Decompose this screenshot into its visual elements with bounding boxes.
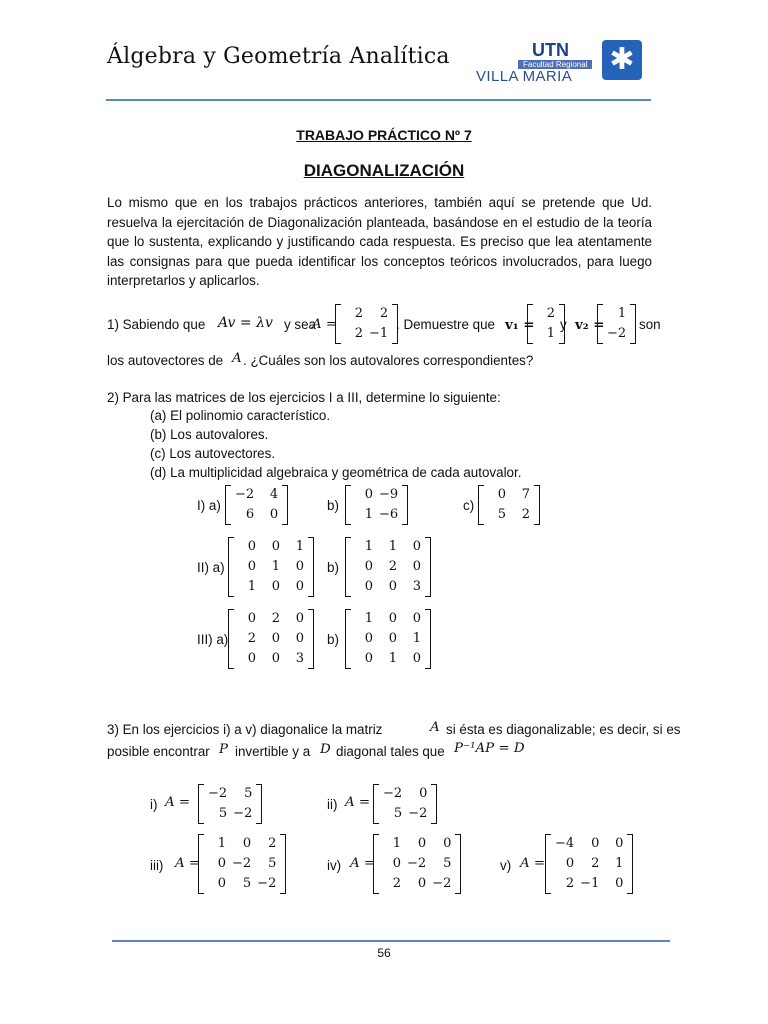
matrix-entry: 0 xyxy=(388,579,397,594)
ex3-label-v: v) xyxy=(500,858,512,873)
matrix-entry: 0 xyxy=(412,539,421,554)
ex3-Aeq-iv: A = xyxy=(350,856,376,871)
matrix-entry: 0 xyxy=(392,856,401,871)
ex1-line2-b: . ¿Cuáles son los autovalores correspondientes? xyxy=(243,353,534,368)
matrix-entry: 2 xyxy=(591,856,600,871)
ex3-matrix-iii xyxy=(198,834,286,894)
ex3-line2-D: D xyxy=(320,742,331,757)
ex2-label-IIIb: b) xyxy=(327,632,339,647)
matrix-entry: 1 xyxy=(364,507,373,522)
matrix-entry: 0 xyxy=(412,611,421,626)
ex2-label-IIIa: III) a) xyxy=(197,632,229,647)
matrix-entry: 5 xyxy=(497,507,506,522)
matrix-entry: −4 xyxy=(555,836,575,851)
matrix-entry: 1 xyxy=(271,559,280,574)
ex1-line2-a: los autovectores de xyxy=(107,353,224,368)
ex1-A-label: A = xyxy=(312,317,338,332)
ex3-equation: P⁻¹AP = D xyxy=(454,741,525,756)
ex1-text-b: y sea xyxy=(284,317,317,332)
matrix-entry: −9 xyxy=(379,487,399,502)
matrix-entry: 1 xyxy=(364,611,373,626)
matrix-entry: −1 xyxy=(369,326,389,341)
ex2-item-c: (c) Los autovectores. xyxy=(150,446,276,461)
matrix-entry: 0 xyxy=(271,579,280,594)
header-divider xyxy=(106,99,651,101)
matrix-entry: 1 xyxy=(412,631,421,646)
page-number: 56 xyxy=(377,946,391,960)
bracket-left xyxy=(198,834,204,894)
matrix-entry: 0 xyxy=(364,651,373,666)
ex2-matrix-IIa xyxy=(228,537,314,597)
bracket-left xyxy=(527,304,533,344)
matrix-entry: 0 xyxy=(269,507,279,522)
ex3-line1-a: 3) En los ejercicios i) a v) diagonalice la matriz xyxy=(107,722,383,737)
ex2-item-b: (b) Los autovalores. xyxy=(150,427,269,442)
matrix-entry: 2 xyxy=(521,507,530,522)
bracket-left xyxy=(478,485,484,525)
matrix-entry: 1 xyxy=(546,326,555,341)
matrix-entry: −2 xyxy=(607,326,627,341)
matrix-entry: −2 xyxy=(232,856,252,871)
ex3-line2-P: P xyxy=(219,742,229,757)
matrix-entry: 0 xyxy=(247,651,256,666)
bracket-right xyxy=(425,609,431,669)
matrix-entry: −2 xyxy=(233,806,253,821)
ex2-label-Ia: I) a) xyxy=(197,498,221,513)
tp-title: TRABAJO PRÁCTICO Nº 7 xyxy=(296,127,472,143)
utn-emblem-icon: ✱ xyxy=(602,40,642,80)
matrix-entry: 2 xyxy=(392,876,401,891)
matrix-entry: 1 xyxy=(388,539,397,554)
matrix-entry: 3 xyxy=(295,651,304,666)
matrix-entry: −2 xyxy=(432,876,452,891)
ex1-text-a: 1) Sabiendo que xyxy=(107,317,206,332)
matrix-entry: 1 xyxy=(364,539,373,554)
matrix-entry: 0 xyxy=(271,651,280,666)
ex2-label-IIa: II) a) xyxy=(197,560,225,575)
ex3-line1-b: si ésta es diagonalizable; es decir, si es xyxy=(446,722,681,737)
ex3-Aeq-ii: A = xyxy=(345,795,371,810)
matrix-entry: 2 xyxy=(388,559,397,574)
section-title: DIAGONALIZACIÓN xyxy=(303,161,465,180)
bracket-left xyxy=(198,784,204,824)
bracket-right xyxy=(282,485,288,525)
matrix-entry: 2 xyxy=(247,631,256,646)
logo-utn-text: UTN xyxy=(532,40,569,60)
bracket-right xyxy=(402,485,408,525)
matrix-entry: 1 xyxy=(615,856,624,871)
bracket-left xyxy=(373,784,379,824)
matrix-entry: 0 xyxy=(364,579,373,594)
matrix-entry: 7 xyxy=(521,487,530,502)
matrix-entry: −6 xyxy=(379,507,399,522)
matrix-entry: 0 xyxy=(591,836,600,851)
matrix-entry: 2 xyxy=(354,306,363,321)
matrix-entry: −2 xyxy=(383,786,403,801)
ex1-v1-label: v₁ = xyxy=(505,317,535,333)
matrix-entry: −2 xyxy=(408,806,428,821)
ex1-text-y: y xyxy=(560,317,567,332)
ex3-matrix-ii xyxy=(373,784,437,824)
matrix-entry: 0 xyxy=(615,876,624,891)
matrix-entry: 1 xyxy=(392,836,401,851)
matrix-entry: 0 xyxy=(615,836,624,851)
matrix-entry: 5 xyxy=(443,856,452,871)
bracket-left xyxy=(345,537,351,597)
page-header-title: Álgebra y Geometría Analítica xyxy=(107,44,450,69)
matrix-entry: 5 xyxy=(242,876,252,891)
matrix-entry: 0 xyxy=(388,611,397,626)
matrix-entry: −2 xyxy=(235,487,255,502)
matrix-entry: −2 xyxy=(208,786,228,801)
matrix-entry: 2 xyxy=(379,306,389,321)
matrix-entry: 0 xyxy=(565,856,575,871)
ex3-Aeq-iii: A = xyxy=(175,856,201,871)
matrix-entry: 2 xyxy=(271,611,280,626)
ex3-line1-A: A xyxy=(430,720,440,735)
logo-villa-maria-text: VILLA MARIA xyxy=(476,68,573,85)
matrix-entry: 2 xyxy=(354,326,363,341)
ex2-item-a: (a) El polinomio característico. xyxy=(150,408,331,423)
matrix-entry: 0 xyxy=(412,651,421,666)
bracket-left xyxy=(597,304,603,344)
bracket-right xyxy=(630,304,636,344)
bracket-left xyxy=(335,304,341,344)
ex2-item-d: (d) La multiplicidad algebraica y geométrica de cada autovalor. xyxy=(150,465,522,480)
matrix-entry: 0 xyxy=(242,836,252,851)
matrix-entry: 0 xyxy=(217,856,226,871)
bracket-right xyxy=(308,537,314,597)
ex2-matrix-IIIa xyxy=(228,609,314,669)
matrix-entry: 0 xyxy=(247,539,256,554)
bracket-left xyxy=(545,834,551,894)
matrix-entry: 1 xyxy=(247,579,256,594)
matrix-entry: 0 xyxy=(271,539,280,554)
matrix-entry: 0 xyxy=(364,631,373,646)
matrix-entry: 5 xyxy=(393,806,403,821)
matrix-entry: 1 xyxy=(388,651,397,666)
matrix-entry: 0 xyxy=(247,559,256,574)
matrix-entry: 6 xyxy=(245,507,255,522)
matrix-entry: −2 xyxy=(407,856,427,871)
ex2-label-Ic: c) xyxy=(463,498,475,513)
ex3-line2-a: posible encontrar xyxy=(107,744,210,759)
ex2-matrix-Ic xyxy=(478,485,540,525)
ex2-label-Ib: b) xyxy=(327,498,339,513)
bracket-right xyxy=(256,784,262,824)
bracket-left xyxy=(345,485,351,525)
bracket-left xyxy=(228,609,234,669)
ex3-label-ii: ii) xyxy=(327,797,338,812)
ex3-matrix-v xyxy=(545,834,633,894)
ex2-matrix-Ia xyxy=(225,485,288,525)
bracket-right xyxy=(280,834,286,894)
ex1-line2-A: A xyxy=(232,351,242,366)
matrix-entry: 5 xyxy=(244,786,253,801)
matrix-entry: 1 xyxy=(617,306,627,321)
matrix-entry: −1 xyxy=(580,876,600,891)
bracket-left xyxy=(345,609,351,669)
matrix-entry: 0 xyxy=(295,611,304,626)
matrix-entry: 0 xyxy=(295,559,304,574)
bracket-right xyxy=(534,485,540,525)
ex2-matrix-IIIb xyxy=(345,609,431,669)
matrix-entry: 0 xyxy=(497,487,506,502)
matrix-entry: 1 xyxy=(217,836,226,851)
utn-logo xyxy=(470,40,650,86)
ex3-Aeq-i: A = xyxy=(165,795,191,810)
matrix-entry: 0 xyxy=(417,876,427,891)
bracket-left xyxy=(225,485,231,525)
ex3-matrix-i xyxy=(198,784,262,824)
matrix-entry: 3 xyxy=(412,579,421,594)
matrix-entry: 1 xyxy=(295,539,304,554)
ex1-vector-v2 xyxy=(597,304,636,344)
ex2-label-IIb: b) xyxy=(327,560,339,575)
ex2-matrix-Ib xyxy=(345,485,408,525)
matrix-entry: 2 xyxy=(565,876,575,891)
ex2-intro: 2) Para las matrices de los ejercicios I a III, determine lo siguiente: xyxy=(107,390,501,405)
ex2-matrix-IIb xyxy=(345,537,431,597)
matrix-entry: 2 xyxy=(268,836,277,851)
matrix-entry: −2 xyxy=(257,876,277,891)
bracket-left xyxy=(228,537,234,597)
ex3-matrix-iv xyxy=(373,834,461,894)
matrix-entry: 0 xyxy=(217,876,226,891)
matrix-entry: 2 xyxy=(546,306,555,321)
bracket-right xyxy=(431,784,437,824)
matrix-entry: 4 xyxy=(269,487,279,502)
matrix-entry: 0 xyxy=(388,631,397,646)
matrix-entry: 5 xyxy=(268,856,277,871)
bracket-right xyxy=(455,834,461,894)
ex1-eigen-eq: Av = λv xyxy=(218,315,273,331)
matrix-entry: 0 xyxy=(295,631,304,646)
ex1-text-son: son xyxy=(639,317,661,332)
matrix-entry: 0 xyxy=(419,786,428,801)
ex3-line2-b: invertible y a xyxy=(235,744,311,759)
matrix-entry: 5 xyxy=(218,806,228,821)
matrix-entry: 0 xyxy=(295,579,304,594)
ex1-matrix-A xyxy=(335,304,398,344)
ex3-label-iii: iii) xyxy=(150,858,164,873)
ex3-Aeq-v: A = xyxy=(520,856,546,871)
footer-divider xyxy=(112,940,670,942)
bracket-right xyxy=(425,537,431,597)
matrix-entry: 0 xyxy=(417,836,427,851)
bracket-right xyxy=(308,609,314,669)
ex3-line2-c: diagonal tales que xyxy=(336,744,445,759)
bracket-right xyxy=(627,834,633,894)
matrix-entry: 0 xyxy=(364,487,373,502)
matrix-entry: 0 xyxy=(364,559,373,574)
matrix-entry: 0 xyxy=(443,836,452,851)
intro-paragraph: Lo mismo que en los trabajos prácticos anteriores, también aquí se pretende que Ud. resuelva la ejercitación de Diagonalización planteada, basándose en el estudio de la teoría que lo sustenta, explicando y justificando cada respuesta. Es preciso que lea atentamente las consignas para que pueda identificar los conceptos teóricos involucrados, para luego interpretarlos y aplicarlos. xyxy=(107,195,652,289)
matrix-entry: 0 xyxy=(412,559,421,574)
ex3-label-i: i) xyxy=(150,797,158,812)
ex1-v2-label: v₂ = xyxy=(575,317,605,333)
matrix-entry: 0 xyxy=(247,611,256,626)
matrix-entry: 0 xyxy=(271,631,280,646)
bracket-left xyxy=(373,834,379,894)
ex3-label-iv: iv) xyxy=(327,858,342,873)
ex1-text-c: . Demuestre que xyxy=(396,317,495,332)
logo-facultad-text: Facultad Regional xyxy=(518,60,592,69)
